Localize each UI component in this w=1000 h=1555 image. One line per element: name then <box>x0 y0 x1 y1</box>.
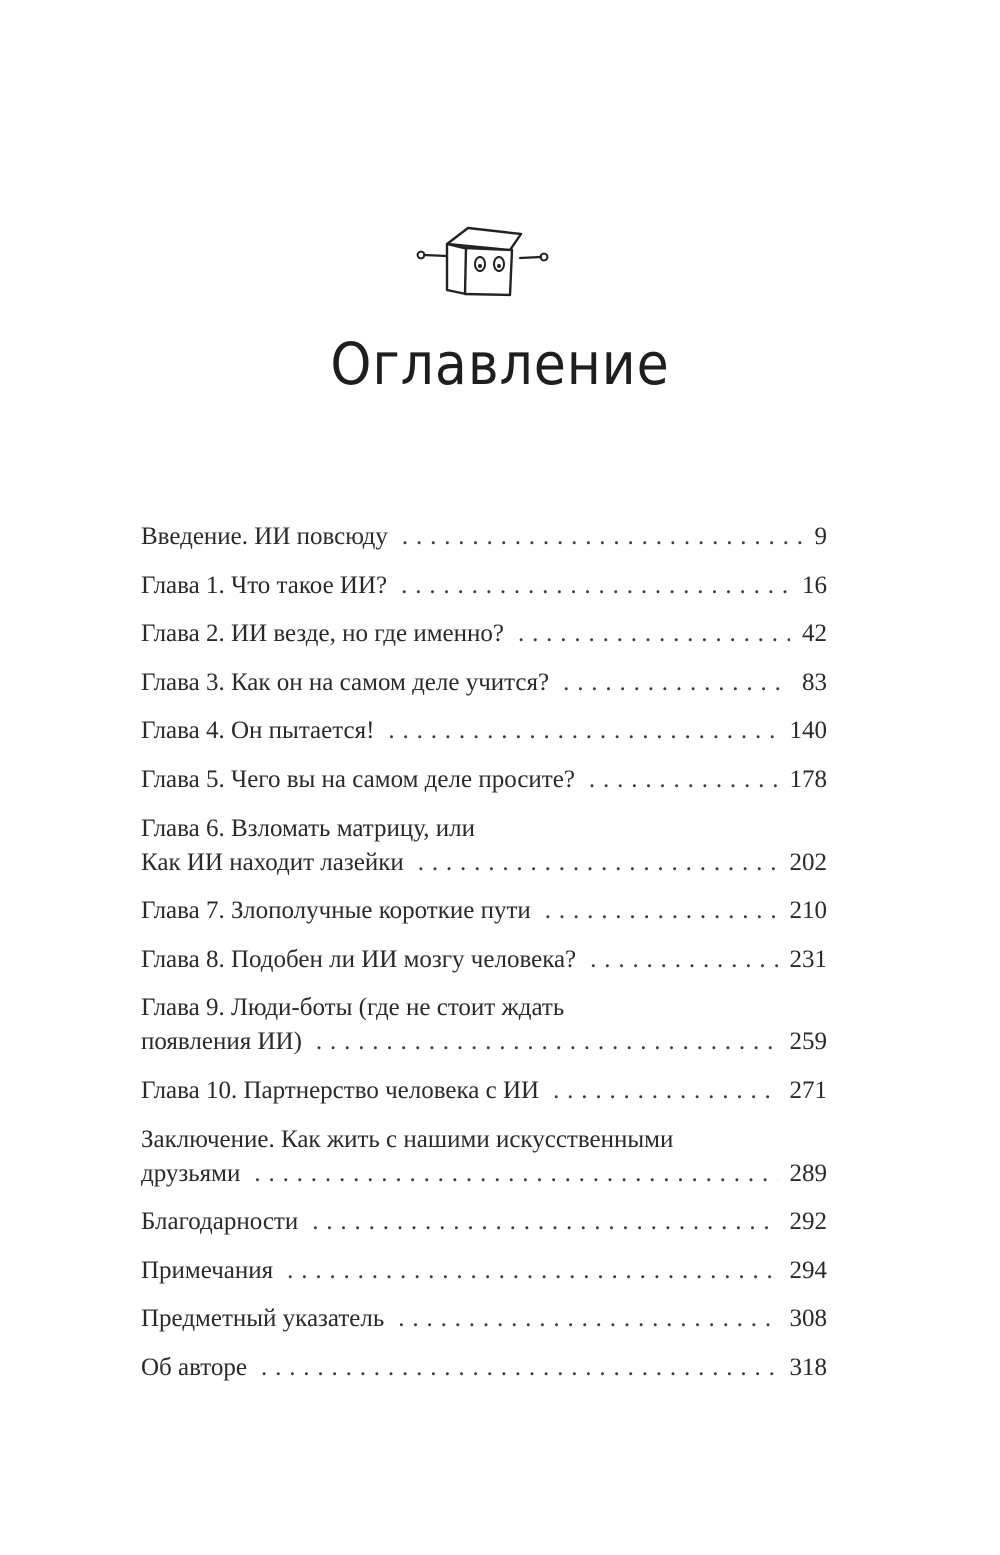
dot-leader <box>261 1351 778 1385</box>
toc-entry-title-line1: Глава 6. Взломать матрицу, или <box>141 814 476 842</box>
toc-entry-title: Предметный указатель <box>141 1305 385 1333</box>
toc-entry <box>141 763 827 797</box>
toc-entry-title: Благодарности <box>141 1208 299 1236</box>
dot-leader <box>563 666 790 700</box>
dot-leader <box>316 1025 778 1059</box>
toc-entry <box>141 943 827 977</box>
toc-page-number: 9 <box>814 523 827 550</box>
toc-entry <box>141 569 827 603</box>
toc-entry <box>141 1074 827 1108</box>
toc-page-number: 83 <box>802 668 827 696</box>
page-title: Оглавление <box>330 330 670 398</box>
toc-entry-title: Примечания <box>141 1256 274 1284</box>
toc-page-number: 231 <box>789 945 827 973</box>
toc-entry <box>141 1123 827 1191</box>
robot-box-icon <box>410 222 555 302</box>
toc-entry <box>141 991 827 1059</box>
dot-leader <box>402 520 803 554</box>
dot-leader <box>254 1157 777 1191</box>
toc-page-number: 140 <box>789 717 827 745</box>
dot-leader <box>553 1074 777 1108</box>
toc-page-number: 16 <box>802 571 827 599</box>
toc-entry-title-line1: Глава 9. Люди-боты (где не стоит ждать <box>141 994 565 1022</box>
table-of-contents <box>141 520 827 1400</box>
dot-leader <box>545 894 778 928</box>
toc-page-number: 318 <box>789 1353 827 1381</box>
toc-entry <box>141 812 827 880</box>
toc-entry-title: Глава 1. Что такое ИИ? <box>141 571 388 599</box>
toc-page-number: 259 <box>789 1028 827 1056</box>
toc-page-number: 178 <box>789 765 827 793</box>
toc-entry-title: Глава 3. Как он на самом деле учится? <box>141 668 550 696</box>
toc-entry-title: Глава 10. Партнерство человека с ИИ <box>141 1076 540 1104</box>
toc-page-number: 294 <box>789 1256 827 1284</box>
toc-entry <box>141 520 827 554</box>
toc-page-number: 210 <box>789 897 827 925</box>
toc-entry <box>141 714 827 748</box>
toc-entry-title: Глава 4. Он пытается! <box>141 717 375 745</box>
toc-entry-title: Введение. ИИ повсюду <box>141 523 388 550</box>
toc-entry-title: друзьями <box>141 1159 241 1187</box>
dot-leader <box>589 763 778 797</box>
toc-page-number: 289 <box>789 1159 827 1187</box>
toc-page-number: 202 <box>789 848 827 876</box>
toc-entry <box>141 1302 827 1336</box>
toc-entry-title: Глава 8. Подобен ли ИИ мозгу человека? <box>141 945 577 973</box>
toc-entry <box>141 1254 827 1288</box>
toc-entry-title: Глава 5. Чего вы на самом деле просите? <box>141 765 575 793</box>
toc-entry-title: Глава 7. Злополучные короткие пути <box>141 897 531 925</box>
dot-leader <box>401 569 790 603</box>
toc-entry <box>141 1205 827 1239</box>
dot-leader <box>518 617 790 651</box>
toc-page-number: 42 <box>802 620 827 648</box>
toc-page-number: 308 <box>789 1305 827 1333</box>
toc-entry-title: появления ИИ) <box>141 1028 302 1056</box>
dot-leader <box>287 1254 777 1288</box>
toc-entry <box>141 666 827 700</box>
dot-leader <box>312 1205 777 1239</box>
toc-entry-title-line1: Заключение. Как жить с нашими искусственными <box>141 1125 674 1153</box>
dot-leader <box>418 846 778 880</box>
dot-leader <box>590 943 777 977</box>
toc-entry <box>141 617 827 651</box>
toc-entry <box>141 894 827 928</box>
dot-leader <box>388 714 777 748</box>
toc-entry <box>141 1351 827 1385</box>
toc-page-number: 292 <box>789 1208 827 1236</box>
toc-page-number: 271 <box>789 1076 827 1104</box>
dot-leader <box>398 1302 777 1336</box>
toc-entry-title: Как ИИ находит лазейки <box>141 848 404 876</box>
toc-entry-title: Об авторе <box>141 1353 247 1381</box>
toc-entry-title: Глава 2. ИИ везде, но где именно? <box>141 620 504 648</box>
